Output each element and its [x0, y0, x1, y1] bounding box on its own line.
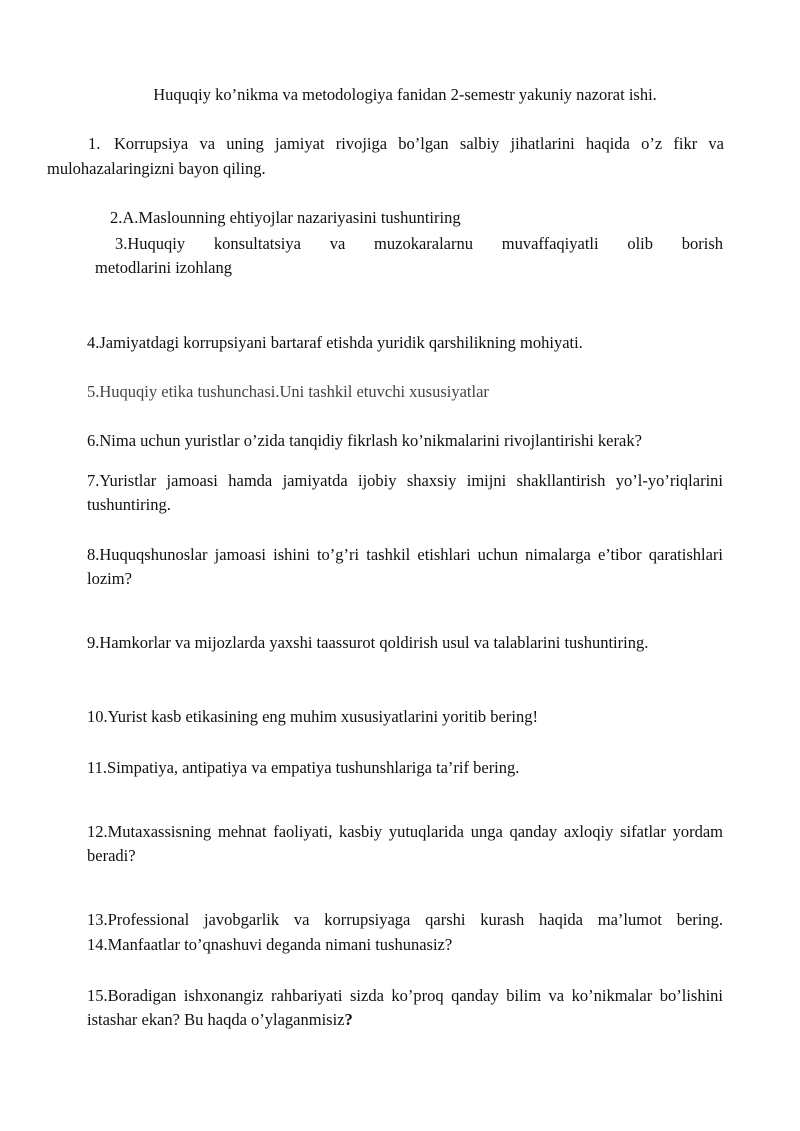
question-1-text: Korrupsiya va uning jamiyat rivojiga bo’lgan salbiy jihatlarini haqida o’z fikr va — [114, 134, 724, 153]
question-15-text: 15.Boradigan ishxonangiz rahbariyati sizda ko’proq qanday bilim va ko’nikmalar bo’lishini istashar ekan? Bu haqda o’ylaganmisiz — [87, 986, 723, 1029]
question-12: 12.Mutaxassisning mehnat faoliyati, kasbiy yutuqlarida unga qanday axloqiy sifatlar yordam beradi? — [87, 822, 723, 865]
question-1-number: 1. — [88, 134, 101, 153]
question-8: 8.Huquqshunoslar jamoasi ishini to’g’ri tashkil etishlari uchun nimalarga e’tibor qaratishlari lozim? — [87, 545, 723, 588]
question-15-mark: ? — [344, 1010, 353, 1029]
question-5: 5.Huquqiy etika tushunchasi.Uni tashkil etuvchi xususiyatlar — [87, 382, 489, 401]
question-1-line-2: mulohazalaringizni bayon qiling. — [47, 159, 266, 178]
question-4: 4.Jamiyatdagi korrupsiyani bartaraf etishda yuridik qarshilikning mohiyati. — [87, 333, 583, 352]
document-title: Huquqiy ko’nikma va metodologiya fanidan 2-semestr yakuniy nazorat ishi. — [153, 85, 657, 104]
question-10: 10.Yurist kasb etikasining eng muhim xususiyatlarini yoritib bering! — [87, 707, 538, 726]
question-9: 9.Hamkorlar va mijozlarda yaxshi taassurot qoldirish usul va talablarini tushuntiring. — [87, 633, 649, 652]
question-7: 7.Yuristlar jamoasi hamda jamiyatda ijobiy shaxsiy imijni shakllantirish yo’l-yo’riqlarini tushuntiring. — [87, 471, 723, 514]
question-13: 13.Professional javobgarlik va korrupsiyaga qarshi kurash haqida ma’lumot bering. — [87, 910, 723, 929]
question-14: 14.Manfaatlar to’qnashuvi deganda nimani tushunasiz? — [87, 935, 453, 954]
question-6: 6.Nima uchun yuristlar o’zida tanqidiy fikrlash ko’nikmalarini rivojlantirishi kerak? — [87, 431, 642, 450]
question-1-line-1 — [88, 132, 724, 156]
question-11: 11.Simpatiya, antipatiya va empatiya tushunshlariga ta’rif bering. — [87, 758, 520, 777]
question-15 — [87, 984, 723, 1032]
question-3-line-2: metodlarini izohlang — [95, 258, 233, 277]
question-2: 2.A.Maslounning ehtiyojlar nazariyasini tushuntiring — [110, 208, 461, 227]
question-3-line-1: 3.Huquqiy konsultatsiya va muzokaralarnu muvaffaqiyatli olib borish — [115, 234, 723, 253]
